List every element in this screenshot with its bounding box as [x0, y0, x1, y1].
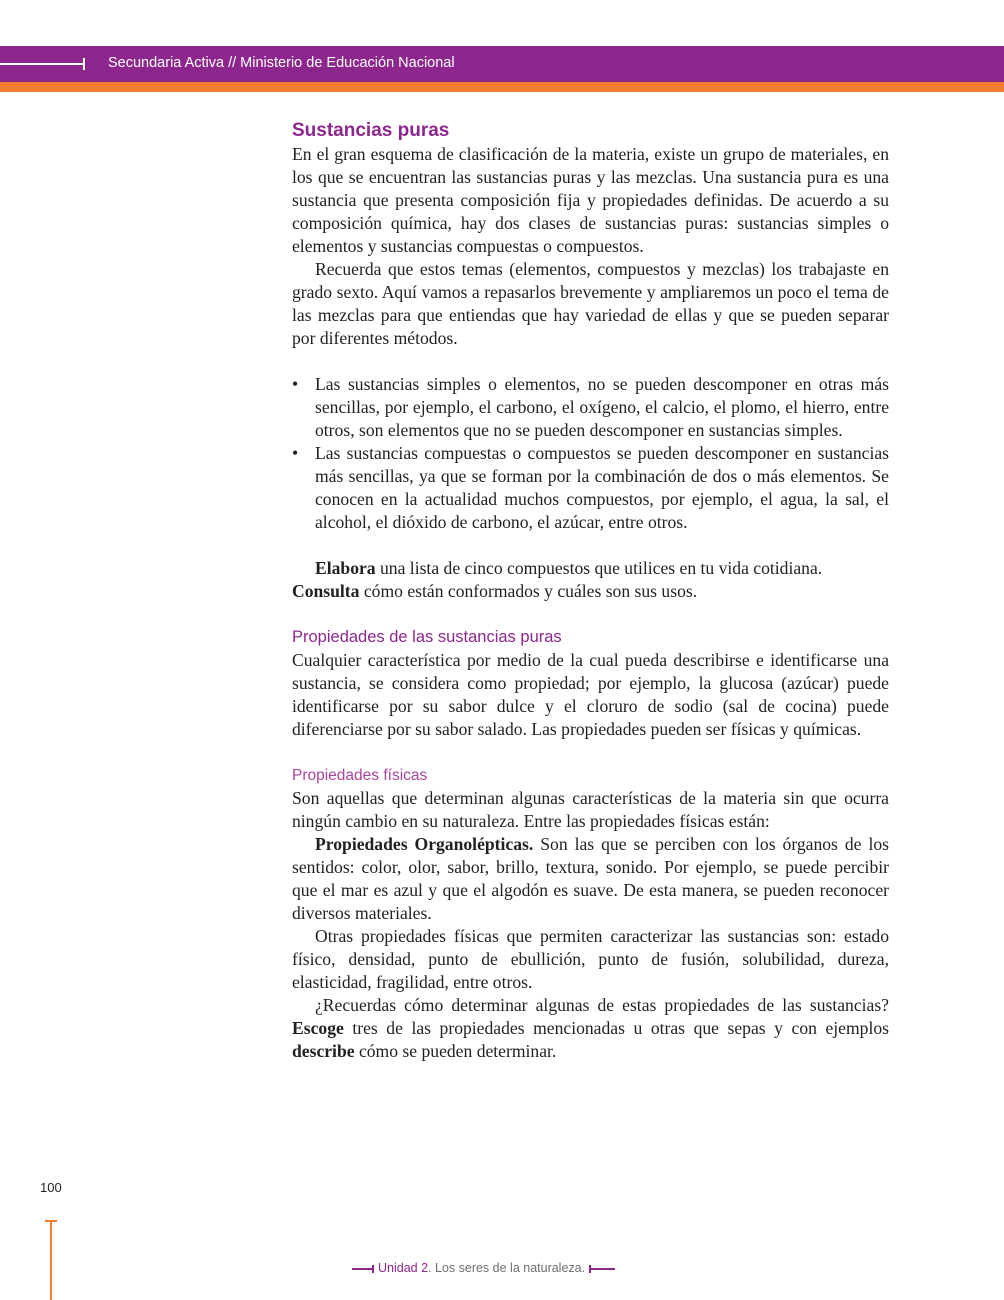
section-title: Sustancias puras — [292, 120, 450, 141]
activity-text-2: cómo están conformados y cuáles son sus usos. — [359, 581, 698, 601]
bullet-icon: • — [292, 374, 299, 394]
question-text-c: cómo se pueden determinar. — [354, 1041, 557, 1061]
subsection-title: Propiedades de las sustancias puras — [292, 628, 562, 646]
side-decorative-line — [50, 1222, 52, 1300]
page-content — [292, 118, 889, 1063]
organoleptic-term: Propiedades Organolépticas. — [315, 834, 534, 854]
header-decorative-line — [0, 63, 84, 65]
question-text-b: tres de las propiedades mencionadas u otras que sepas y con ejemplos — [343, 1018, 889, 1038]
organoleptic-text: Son las que se perciben con los órganos de los sentidos: color, olor, sabor, brillo, textura, sonido. Por ejemplo, se puede percibir que el mar es azul y que el algodón es suave. De esta manera, se pueden reconocer diversos materiales. — [292, 834, 889, 923]
paragraph-properties: Cualquier característica por medio de la cual pueda describirse e identificarse una sustancia, se considera como propiedad; por ejemplo, la glucosa (azúcar) puede identificarse por su sabor dulce y el cloruro de sodio (sal de cocina) puede diferenciarse por su sabor salado. Las propiedades pueden ser físicas y químicas. — [292, 650, 889, 739]
header-accent-stripe — [0, 82, 1004, 92]
activity-line-1 — [292, 557, 889, 580]
paragraph-physical: Son aquellas que determinan algunas características de la materia sin que ocurra ningún cambio en su naturaleza. Entre las propiedades físicas están: — [292, 788, 889, 831]
spacer — [292, 350, 889, 373]
activity-text-1: una lista de cinco compuestos que utilices en tu vida cotidiana. — [375, 558, 823, 578]
list-item — [292, 442, 889, 534]
spacer — [292, 603, 889, 626]
paragraph-question — [292, 994, 889, 1063]
footer — [352, 1261, 615, 1277]
bullet-list — [292, 373, 889, 534]
activity-verb-elabora: Elabora — [315, 558, 376, 578]
list-item — [292, 373, 889, 442]
spacer — [292, 741, 889, 764]
paragraph-intro: En el gran esquema de clasificación de la materia, existe un grupo de materiales, en los que se encuentran las sustancias puras y las mezclas. Una sustancia pura es una sustancia que presenta composición fija y propiedades definidas. De acuerdo a su composición química, hay dos clases de sustancias puras: sustancias simples o elementos y sustancias compuestas o compuestos. — [292, 144, 889, 256]
header-decorative-tick — [83, 58, 85, 70]
paragraph-other-properties: Otras propiedades físicas que permiten caracterizar las sustancias son: estado físico, densidad, punto de ebullición, punto de fusión, solubilidad, dureza, elasticidad, fragilidad, entre otros. — [292, 926, 889, 992]
subsubsection-title: Propiedades físicas — [292, 767, 428, 784]
paragraph-reminder: Recuerda que estos temas (elementos, compuestos y mezclas) los trabajaste en grado sexto. Aquí vamos a repasarlos brevemente y ampliaremos un poco el tema de las mezclas para que entiendas que hay variedad de ellas y que se pueden separar por diferentes métodos. — [292, 259, 889, 348]
question-verb-escoge: Escoge — [292, 1018, 344, 1038]
list-item-text: Las sustancias compuestas o compuestos se pueden descomponer en sustancias más sencillas, ya que se forman por la combinación de dos o más elementos. Se conocen en la actualidad muchos compuestos, por ejemplo, el agua, la sal, el alcohol, el dióxido de carbono, el azúcar, entre otros. — [315, 443, 889, 532]
spacer — [292, 534, 889, 557]
footer-tick-left — [372, 1265, 374, 1273]
question-text-a: ¿Recuerdas cómo determinar algunas de estas propiedades de las sustancias? — [315, 995, 889, 1015]
page-number: 100 — [40, 1180, 62, 1195]
footer-unit-title: . Los seres de la naturaleza. — [428, 1261, 586, 1275]
activity-line-2 — [292, 580, 889, 603]
footer-line-right — [591, 1268, 615, 1270]
paragraph-organoleptic — [292, 833, 889, 925]
activity-verb-consulta: Consulta — [292, 581, 360, 601]
bullet-icon: • — [292, 443, 299, 463]
question-verb-describe: describe — [292, 1041, 355, 1061]
footer-line-left — [352, 1268, 372, 1270]
list-item-text: Las sustancias simples o elementos, no se pueden descomponer en otras más sencillas, por ejemplo, el carbono, el oxígeno, el calcio, el plomo, el hierro, entre otros, son elementos que no se pueden descomponer en sustancias simples. — [315, 374, 889, 440]
footer-unit: Unidad 2 — [378, 1261, 429, 1275]
header-title: Secundaria Activa // Ministerio de Educación Nacional — [108, 55, 455, 71]
